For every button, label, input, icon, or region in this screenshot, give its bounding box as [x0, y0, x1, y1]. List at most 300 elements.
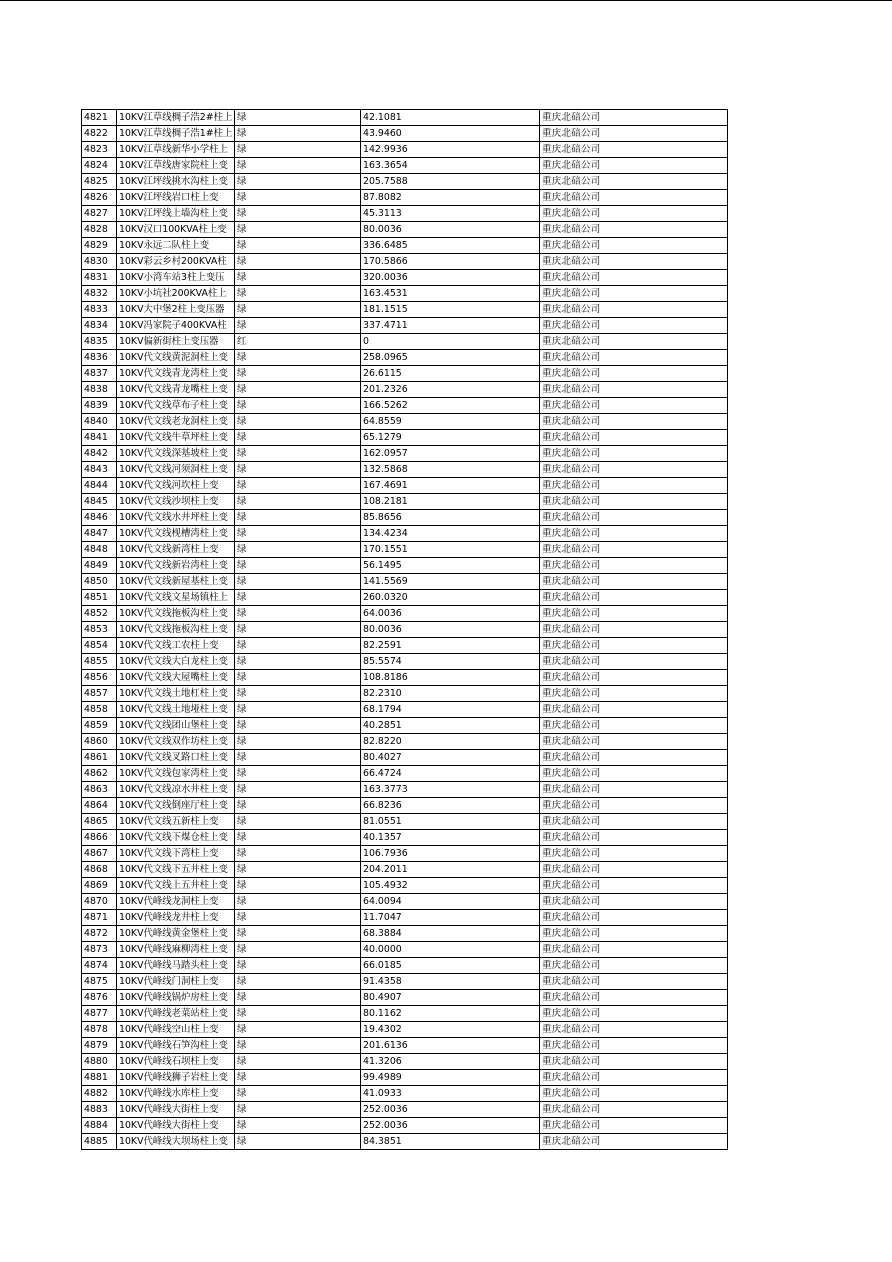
table-row	[82, 478, 728, 494]
company-cell: 重庆北碚公司	[540, 446, 728, 462]
company-cell: 重庆北碚公司	[540, 510, 728, 526]
transformer-name-cell: 10KV江坪线上墙沟柱上变	[117, 206, 235, 222]
row-id-cell: 4836	[82, 350, 117, 366]
row-id-cell: 4871	[82, 910, 117, 926]
value-cell: 258.0965	[361, 350, 540, 366]
table-row	[82, 174, 728, 190]
value-cell: 260.0320	[361, 590, 540, 606]
table-row	[82, 974, 728, 990]
row-id-cell: 4856	[82, 670, 117, 686]
table-row	[82, 222, 728, 238]
company-cell: 重庆北碚公司	[540, 654, 728, 670]
value-cell: 80.4027	[361, 750, 540, 766]
transformer-name-cell: 10KV代文线包家湾柱上变	[117, 766, 235, 782]
company-cell: 重庆北碚公司	[540, 318, 728, 334]
status-flag-cell: 绿	[235, 830, 361, 846]
row-id-cell: 4830	[82, 254, 117, 270]
transformer-name-cell: 10KV代峰线大街柱上变	[117, 1102, 235, 1118]
row-id-cell: 4835	[82, 334, 117, 350]
table-row	[82, 1086, 728, 1102]
company-cell: 重庆北碚公司	[540, 798, 728, 814]
status-flag-cell: 绿	[235, 126, 361, 142]
transformer-name-cell: 10KV代峰线老菜站柱上变	[117, 1006, 235, 1022]
table-row	[82, 1038, 728, 1054]
value-cell: 82.2310	[361, 686, 540, 702]
transformer-name-cell: 10KV代峰线龙井柱上变	[117, 910, 235, 926]
transformer-name-cell: 10KV代峰线石笋沟柱上变	[117, 1038, 235, 1054]
value-cell: 80.0036	[361, 222, 540, 238]
row-id-cell: 4851	[82, 590, 117, 606]
value-cell: 66.8236	[361, 798, 540, 814]
table-row	[82, 654, 728, 670]
company-cell: 重庆北碚公司	[540, 222, 728, 238]
transformer-name-cell: 10KV代文线下煤仓柱上变	[117, 830, 235, 846]
company-cell: 重庆北碚公司	[540, 638, 728, 654]
status-flag-cell: 绿	[235, 1086, 361, 1102]
table-row	[82, 702, 728, 718]
company-cell: 重庆北碚公司	[540, 1054, 728, 1070]
company-cell: 重庆北碚公司	[540, 958, 728, 974]
table-row	[82, 254, 728, 270]
row-id-cell: 4883	[82, 1102, 117, 1118]
status-flag-cell: 绿	[235, 142, 361, 158]
company-cell: 重庆北碚公司	[540, 878, 728, 894]
status-flag-cell: 绿	[235, 1038, 361, 1054]
company-cell: 重庆北碚公司	[540, 814, 728, 830]
company-cell: 重庆北碚公司	[540, 942, 728, 958]
company-cell: 重庆北碚公司	[540, 1086, 728, 1102]
table-row	[82, 446, 728, 462]
table-row	[82, 494, 728, 510]
status-flag-cell: 绿	[235, 670, 361, 686]
transformer-name-cell: 10KV代峰线大坝场柱上变	[117, 1134, 235, 1150]
transformer-name-cell: 10KV代峰线锅炉房柱上变	[117, 990, 235, 1006]
transformer-name-cell: 10KV代文线五新柱上变	[117, 814, 235, 830]
company-cell: 重庆北碚公司	[540, 1102, 728, 1118]
status-flag-cell: 绿	[235, 366, 361, 382]
table-row	[82, 750, 728, 766]
row-id-cell: 4844	[82, 478, 117, 494]
value-cell: 99.4989	[361, 1070, 540, 1086]
transformer-name-cell: 10KV代文线枧槽湾柱上变	[117, 526, 235, 542]
company-cell: 重庆北碚公司	[540, 606, 728, 622]
transformer-name-cell: 10KV代峰线门洞柱上变	[117, 974, 235, 990]
row-id-cell: 4885	[82, 1134, 117, 1150]
row-id-cell: 4863	[82, 782, 117, 798]
status-flag-cell: 绿	[235, 718, 361, 734]
transformer-name-cell: 10KV代文线新屋基柱上变	[117, 574, 235, 590]
value-cell: 11.7047	[361, 910, 540, 926]
company-cell: 重庆北碚公司	[540, 974, 728, 990]
transformer-name-cell: 10KV代文线草布子柱上变	[117, 398, 235, 414]
transformer-name-cell: 10KV永远二队柱上变	[117, 238, 235, 254]
row-id-cell: 4841	[82, 430, 117, 446]
row-id-cell: 4850	[82, 574, 117, 590]
table-row	[82, 686, 728, 702]
table-row	[82, 126, 728, 142]
table-row	[82, 1134, 728, 1150]
status-flag-cell: 绿	[235, 318, 361, 334]
table-row	[82, 414, 728, 430]
table-row	[82, 1070, 728, 1086]
table-row	[82, 526, 728, 542]
table-row	[82, 334, 728, 350]
value-cell: 80.1162	[361, 1006, 540, 1022]
status-flag-cell: 绿	[235, 606, 361, 622]
status-flag-cell: 绿	[235, 846, 361, 862]
transformer-name-cell: 10KV代文线拖板沟柱上变	[117, 606, 235, 622]
status-flag-cell: 绿	[235, 462, 361, 478]
transformer-name-cell: 10KV代文线土地杠柱上变	[117, 686, 235, 702]
company-cell: 重庆北碚公司	[540, 206, 728, 222]
transformer-name-cell: 10KV小湾车站3柱上变压	[117, 270, 235, 286]
row-id-cell: 4832	[82, 286, 117, 302]
transformer-name-cell: 10KV代文线下湾柱上变	[117, 846, 235, 862]
company-cell: 重庆北碚公司	[540, 302, 728, 318]
status-flag-cell: 绿	[235, 238, 361, 254]
table-row	[82, 590, 728, 606]
transformer-name-cell: 10KV代文线文星场镇柱上	[117, 590, 235, 606]
row-id-cell: 4862	[82, 766, 117, 782]
page-top-border	[0, 0, 892, 1]
status-flag-cell: 绿	[235, 974, 361, 990]
row-id-cell: 4861	[82, 750, 117, 766]
transformer-name-cell: 10KV代峰线石坝柱上变	[117, 1054, 235, 1070]
row-id-cell: 4848	[82, 542, 117, 558]
value-cell: 45.3113	[361, 206, 540, 222]
status-flag-cell: 绿	[235, 110, 361, 126]
transformer-name-cell: 10KV江草线椆子浩2#柱上	[117, 110, 235, 126]
company-cell: 重庆北碚公司	[540, 558, 728, 574]
value-cell: 85.5574	[361, 654, 540, 670]
row-id-cell: 4858	[82, 702, 117, 718]
row-id-cell: 4821	[82, 110, 117, 126]
table-row	[82, 206, 728, 222]
table-row	[82, 670, 728, 686]
transformer-name-cell: 10KV代峰线龙洞柱上变	[117, 894, 235, 910]
row-id-cell: 4843	[82, 462, 117, 478]
value-cell: 166.5262	[361, 398, 540, 414]
status-flag-cell: 绿	[235, 654, 361, 670]
transformer-name-cell: 10KV代峰线空山柱上变	[117, 1022, 235, 1038]
status-flag-cell: 红	[235, 334, 361, 350]
table-row	[82, 302, 728, 318]
company-cell: 重庆北碚公司	[540, 414, 728, 430]
value-cell: 81.0551	[361, 814, 540, 830]
table-body	[82, 110, 728, 1150]
transformer-name-cell: 10KV江坪线岩口柱上变	[117, 190, 235, 206]
table-row	[82, 542, 728, 558]
value-cell: 181.1515	[361, 302, 540, 318]
company-cell: 重庆北碚公司	[540, 622, 728, 638]
value-cell: 82.8220	[361, 734, 540, 750]
row-id-cell: 4875	[82, 974, 117, 990]
table-row	[82, 862, 728, 878]
table-row	[82, 958, 728, 974]
status-flag-cell: 绿	[235, 958, 361, 974]
transformer-name-cell: 10KV代文线土地垭柱上变	[117, 702, 235, 718]
company-cell: 重庆北碚公司	[540, 542, 728, 558]
status-flag-cell: 绿	[235, 350, 361, 366]
company-cell: 重庆北碚公司	[540, 766, 728, 782]
row-id-cell: 4833	[82, 302, 117, 318]
row-id-cell: 4884	[82, 1118, 117, 1134]
status-flag-cell: 绿	[235, 1054, 361, 1070]
status-flag-cell: 绿	[235, 270, 361, 286]
table-row	[82, 606, 728, 622]
row-id-cell: 4826	[82, 190, 117, 206]
table-row	[82, 270, 728, 286]
row-id-cell: 4878	[82, 1022, 117, 1038]
company-cell: 重庆北碚公司	[540, 350, 728, 366]
transformer-name-cell: 10KV代文线新岩湾柱上变	[117, 558, 235, 574]
row-id-cell: 4829	[82, 238, 117, 254]
company-cell: 重庆北碚公司	[540, 494, 728, 510]
table-row	[82, 238, 728, 254]
status-flag-cell: 绿	[235, 382, 361, 398]
row-id-cell: 4846	[82, 510, 117, 526]
status-flag-cell: 绿	[235, 526, 361, 542]
company-cell: 重庆北碚公司	[540, 670, 728, 686]
table-row	[82, 318, 728, 334]
company-cell: 重庆北碚公司	[540, 686, 728, 702]
value-cell: 80.4907	[361, 990, 540, 1006]
transformer-name-cell: 10KV代文线青龙湾柱上变	[117, 366, 235, 382]
transformer-name-cell: 10KV代文线河须洞柱上变	[117, 462, 235, 478]
table-row	[82, 366, 728, 382]
value-cell: 85.8656	[361, 510, 540, 526]
company-cell: 重庆北碚公司	[540, 126, 728, 142]
company-cell: 重庆北碚公司	[540, 526, 728, 542]
row-id-cell: 4855	[82, 654, 117, 670]
value-cell: 337.4711	[361, 318, 540, 334]
value-cell: 66.4724	[361, 766, 540, 782]
company-cell: 重庆北碚公司	[540, 478, 728, 494]
transformer-name-cell: 10KV代文线大白龙柱上变	[117, 654, 235, 670]
company-cell: 重庆北碚公司	[540, 158, 728, 174]
table-row	[82, 830, 728, 846]
transformer-name-cell: 10KV彩云乡村200KVA柱	[117, 254, 235, 270]
company-cell: 重庆北碚公司	[540, 190, 728, 206]
transformer-name-cell: 10KV汉口100KVA柱上变	[117, 222, 235, 238]
table-row	[82, 462, 728, 478]
company-cell: 重庆北碚公司	[540, 1038, 728, 1054]
row-id-cell: 4824	[82, 158, 117, 174]
status-flag-cell: 绿	[235, 1022, 361, 1038]
row-id-cell: 4866	[82, 830, 117, 846]
company-cell: 重庆北碚公司	[540, 174, 728, 190]
status-flag-cell: 绿	[235, 910, 361, 926]
status-flag-cell: 绿	[235, 990, 361, 1006]
value-cell: 82.2591	[361, 638, 540, 654]
status-flag-cell: 绿	[235, 1102, 361, 1118]
row-id-cell: 4845	[82, 494, 117, 510]
status-flag-cell: 绿	[235, 702, 361, 718]
status-flag-cell: 绿	[235, 766, 361, 782]
table-row	[82, 814, 728, 830]
value-cell: 64.0036	[361, 606, 540, 622]
company-cell: 重庆北碚公司	[540, 750, 728, 766]
table-row	[82, 734, 728, 750]
row-id-cell: 4857	[82, 686, 117, 702]
row-id-cell: 4847	[82, 526, 117, 542]
transformer-name-cell: 10KV小坑社200KVA柱上	[117, 286, 235, 302]
status-flag-cell: 绿	[235, 686, 361, 702]
table-row	[82, 190, 728, 206]
table-row	[82, 574, 728, 590]
value-cell: 80.0036	[361, 622, 540, 638]
row-id-cell: 4842	[82, 446, 117, 462]
value-cell: 41.0933	[361, 1086, 540, 1102]
value-cell: 252.0036	[361, 1102, 540, 1118]
table-row	[82, 398, 728, 414]
row-id-cell: 4869	[82, 878, 117, 894]
table-row	[82, 846, 728, 862]
company-cell: 重庆北碚公司	[540, 846, 728, 862]
value-cell: 134.4234	[361, 526, 540, 542]
table-row	[82, 910, 728, 926]
company-cell: 重庆北碚公司	[540, 894, 728, 910]
row-id-cell: 4852	[82, 606, 117, 622]
company-cell: 重庆北碚公司	[540, 334, 728, 350]
transformer-name-cell: 10KV代文线青龙嘴柱上变	[117, 382, 235, 398]
row-id-cell: 4881	[82, 1070, 117, 1086]
row-id-cell: 4834	[82, 318, 117, 334]
status-flag-cell: 绿	[235, 878, 361, 894]
company-cell: 重庆北碚公司	[540, 142, 728, 158]
row-id-cell: 4838	[82, 382, 117, 398]
transformer-name-cell: 10KV代文线团山堡柱上变	[117, 718, 235, 734]
row-id-cell: 4859	[82, 718, 117, 734]
transformer-name-cell: 10KV江坪线挑水沟柱上变	[117, 174, 235, 190]
row-id-cell: 4837	[82, 366, 117, 382]
table-row	[82, 926, 728, 942]
value-cell: 64.0094	[361, 894, 540, 910]
transformer-name-cell: 10KV冯家院子400KVA柱	[117, 318, 235, 334]
company-cell: 重庆北碚公司	[540, 1070, 728, 1086]
company-cell: 重庆北碚公司	[540, 910, 728, 926]
company-cell: 重庆北碚公司	[540, 1022, 728, 1038]
status-flag-cell: 绿	[235, 894, 361, 910]
value-cell: 43.9460	[361, 126, 540, 142]
status-flag-cell: 绿	[235, 494, 361, 510]
value-cell: 108.2181	[361, 494, 540, 510]
value-cell: 40.2851	[361, 718, 540, 734]
status-flag-cell: 绿	[235, 302, 361, 318]
company-cell: 重庆北碚公司	[540, 1006, 728, 1022]
transformer-name-cell: 10KV代峰线大街柱上变	[117, 1118, 235, 1134]
table-row	[82, 1006, 728, 1022]
transformer-name-cell: 10KV江草线椆子浩1#柱上	[117, 126, 235, 142]
company-cell: 重庆北碚公司	[540, 702, 728, 718]
data-table	[81, 109, 728, 1150]
status-flag-cell: 绿	[235, 942, 361, 958]
company-cell: 重庆北碚公司	[540, 718, 728, 734]
table-row	[82, 142, 728, 158]
transformer-name-cell: 10KV代峰线马踏头柱上变	[117, 958, 235, 974]
value-cell: 163.3773	[361, 782, 540, 798]
row-id-cell: 4870	[82, 894, 117, 910]
table-row	[82, 782, 728, 798]
row-id-cell: 4882	[82, 1086, 117, 1102]
table-row	[82, 350, 728, 366]
company-cell: 重庆北碚公司	[540, 270, 728, 286]
value-cell: 91.4358	[361, 974, 540, 990]
table-row	[82, 510, 728, 526]
status-flag-cell: 绿	[235, 782, 361, 798]
value-cell: 26.6115	[361, 366, 540, 382]
transformer-name-cell: 10KV代文线老龙洞柱上变	[117, 414, 235, 430]
transformer-name-cell: 10KV江草线新华小学柱上	[117, 142, 235, 158]
company-cell: 重庆北碚公司	[540, 926, 728, 942]
transformer-name-cell: 10KV代文线下五井柱上变	[117, 862, 235, 878]
value-cell: 68.1794	[361, 702, 540, 718]
status-flag-cell: 绿	[235, 814, 361, 830]
status-flag-cell: 绿	[235, 1134, 361, 1150]
value-cell: 42.1081	[361, 110, 540, 126]
company-cell: 重庆北碚公司	[540, 398, 728, 414]
transformer-name-cell: 10KV代峰线水库柱上变	[117, 1086, 235, 1102]
value-cell: 64.8559	[361, 414, 540, 430]
transformer-name-cell: 10KV代文线凉水井柱上变	[117, 782, 235, 798]
row-id-cell: 4874	[82, 958, 117, 974]
company-cell: 重庆北碚公司	[540, 430, 728, 446]
value-cell: 19.4302	[361, 1022, 540, 1038]
table-row	[82, 110, 728, 126]
status-flag-cell: 绿	[235, 478, 361, 494]
value-cell: 105.4932	[361, 878, 540, 894]
status-flag-cell: 绿	[235, 222, 361, 238]
value-cell: 87.8082	[361, 190, 540, 206]
transformer-name-cell: 10KV代文线深基坡柱上变	[117, 446, 235, 462]
company-cell: 重庆北碚公司	[540, 286, 728, 302]
table-row	[82, 1102, 728, 1118]
status-flag-cell: 绿	[235, 510, 361, 526]
table-row	[82, 430, 728, 446]
value-cell: 320.0036	[361, 270, 540, 286]
status-flag-cell: 绿	[235, 190, 361, 206]
status-flag-cell: 绿	[235, 558, 361, 574]
row-id-cell: 4854	[82, 638, 117, 654]
row-id-cell: 4822	[82, 126, 117, 142]
table-row	[82, 1054, 728, 1070]
table-row	[82, 766, 728, 782]
status-flag-cell: 绿	[235, 1006, 361, 1022]
value-cell: 108.8186	[361, 670, 540, 686]
status-flag-cell: 绿	[235, 414, 361, 430]
company-cell: 重庆北碚公司	[540, 990, 728, 1006]
row-id-cell: 4860	[82, 734, 117, 750]
value-cell: 201.2326	[361, 382, 540, 398]
row-id-cell: 4825	[82, 174, 117, 190]
value-cell: 132.5868	[361, 462, 540, 478]
status-flag-cell: 绿	[235, 286, 361, 302]
value-cell: 66.0185	[361, 958, 540, 974]
status-flag-cell: 绿	[235, 446, 361, 462]
row-id-cell: 4867	[82, 846, 117, 862]
transformer-name-cell: 10KV代文线新湾柱上变	[117, 542, 235, 558]
status-flag-cell: 绿	[235, 430, 361, 446]
transformer-name-cell: 10KV代文线拖板沟柱上变	[117, 622, 235, 638]
value-cell: 170.1551	[361, 542, 540, 558]
value-cell: 68.3884	[361, 926, 540, 942]
transformer-name-cell: 10KV代峰线麻柳湾柱上变	[117, 942, 235, 958]
transformer-name-cell: 10KV代文线工农柱上变	[117, 638, 235, 654]
table-row	[82, 622, 728, 638]
row-id-cell: 4827	[82, 206, 117, 222]
status-flag-cell: 绿	[235, 734, 361, 750]
table-row	[82, 798, 728, 814]
